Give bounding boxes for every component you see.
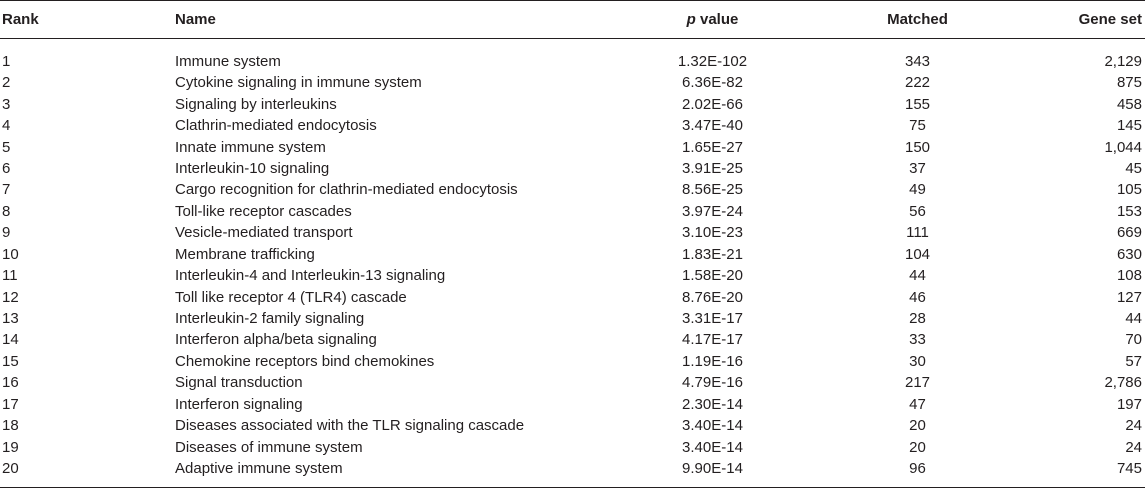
cell-name: Toll like receptor 4 (TLR4) cascade (175, 288, 407, 306)
cell-matched: 222 (904, 74, 931, 92)
table-row (0, 436, 1145, 457)
cell-gene-set: 45 (1125, 159, 1142, 177)
cell-matched: 28 (909, 310, 926, 328)
cell-rank: 10 (2, 245, 19, 263)
table-row (0, 136, 1145, 157)
cell-p-value: 8.76E-20 (682, 288, 743, 306)
cell-p-value: 1.65E-27 (682, 138, 743, 156)
cell-matched: 75 (909, 117, 926, 135)
cell-p-value: 3.40E-14 (682, 417, 743, 435)
table-row (0, 415, 1145, 436)
cell-rank: 19 (2, 438, 19, 456)
cell-p-value: 1.58E-20 (682, 267, 743, 285)
table-row (0, 329, 1145, 350)
cell-name: Membrane trafficking (175, 245, 315, 263)
cell-gene-set: 145 (1116, 117, 1142, 135)
cell-rank: 1 (2, 53, 11, 70)
cell-rank: 5 (2, 138, 11, 156)
cell-rank: 13 (2, 310, 19, 328)
header-p-rest: value (695, 11, 739, 28)
cell-matched: 47 (909, 395, 926, 413)
cell-rank: 14 (2, 331, 19, 349)
table-row (0, 458, 1145, 488)
cell-gene-set: 458 (1116, 95, 1142, 113)
cell-matched: 217 (904, 374, 931, 392)
cell-matched: 20 (909, 417, 926, 435)
cell-p-value: 6.36E-82 (682, 74, 743, 92)
cell-rank: 15 (2, 352, 19, 370)
cell-name: Interferon signaling (175, 395, 303, 413)
table-row (0, 372, 1145, 393)
cell-gene-set: 24 (1125, 417, 1142, 435)
header-name: Name (175, 11, 216, 28)
table-row (0, 222, 1145, 243)
cell-matched: 111 (906, 224, 929, 242)
cell-rank: 17 (2, 395, 19, 413)
cell-rank: 3 (2, 95, 11, 113)
cell-rank: 7 (2, 181, 11, 199)
cell-gene-set: 2,129 (1104, 53, 1142, 70)
cell-gene-set: 745 (1116, 459, 1142, 477)
cell-matched: 44 (909, 267, 926, 285)
table-row (0, 93, 1145, 114)
cell-gene-set: 105 (1116, 181, 1142, 199)
cell-gene-set: 24 (1125, 438, 1142, 456)
cell-matched: 37 (909, 159, 926, 177)
cell-p-value: 3.10E-23 (682, 224, 743, 242)
table-row (0, 72, 1145, 93)
cell-gene-set: 875 (1116, 74, 1142, 92)
cell-name: Clathrin-mediated endocytosis (175, 117, 377, 135)
table-row (0, 201, 1145, 222)
cell-name: Cargo recognition for clathrin-mediated endocytosis (175, 181, 518, 199)
cell-gene-set: 669 (1116, 224, 1142, 242)
cell-matched: 150 (904, 138, 931, 156)
header-p-value (605, 1, 820, 39)
table-row (0, 351, 1145, 372)
cell-name: Interleukin-4 and Interleukin-13 signaling (175, 267, 446, 285)
table-row (0, 115, 1145, 136)
cell-matched: 104 (904, 245, 931, 263)
header-p-letter: p (686, 11, 696, 28)
cell-name: Signaling by interleukins (175, 95, 337, 113)
cell-name: Interleukin-2 family signaling (175, 310, 365, 328)
cell-name: Adaptive immune system (175, 459, 343, 477)
cell-name: Chemokine receptors bind chemokines (175, 352, 435, 370)
cell-p-value: 3.31E-17 (682, 310, 743, 328)
cell-matched: 30 (909, 352, 926, 370)
cell-p-value: 3.40E-14 (682, 438, 743, 456)
table-row (0, 39, 1145, 73)
cell-p-value: 1.32E-102 (677, 53, 748, 70)
cell-p-value: 3.91E-25 (682, 159, 743, 177)
cell-gene-set: 127 (1116, 288, 1142, 306)
cell-matched: 33 (909, 331, 926, 349)
cell-gene-set: 1,044 (1104, 138, 1142, 156)
table-row (0, 265, 1145, 286)
cell-gene-set: 630 (1116, 245, 1142, 263)
cell-matched: 20 (909, 438, 926, 456)
cell-p-value: 4.17E-17 (682, 331, 743, 349)
table-row (0, 394, 1145, 415)
cell-p-value: 1.83E-21 (682, 245, 743, 263)
cell-gene-set: 44 (1125, 310, 1142, 328)
table-row (0, 158, 1145, 179)
cell-p-value: 2.02E-66 (682, 95, 743, 113)
cell-rank: 11 (2, 267, 18, 285)
cell-name: Cytokine signaling in immune system (175, 74, 422, 92)
cell-name: Signal transduction (175, 374, 303, 392)
cell-name: Immune system (175, 53, 281, 70)
cell-p-value: 3.47E-40 (682, 117, 743, 135)
cell-p-value: 4.79E-16 (682, 374, 743, 392)
cell-matched: 56 (909, 202, 926, 220)
cell-matched: 155 (904, 95, 931, 113)
cell-gene-set: 57 (1125, 352, 1142, 370)
cell-name: Vesicle-mediated transport (175, 224, 353, 242)
cell-matched: 343 (904, 53, 931, 70)
header-matched: Matched (887, 11, 948, 28)
cell-rank: 20 (2, 459, 19, 477)
table-row (0, 244, 1145, 265)
cell-rank: 16 (2, 374, 19, 392)
cell-gene-set: 153 (1116, 202, 1142, 220)
cell-name: Interleukin-10 signaling (175, 159, 330, 177)
cell-gene-set: 197 (1116, 395, 1142, 413)
table-header (0, 1, 1145, 39)
cell-matched: 49 (909, 181, 926, 199)
cell-gene-set: 70 (1125, 331, 1142, 349)
cell-rank: 4 (2, 117, 11, 135)
cell-rank: 9 (2, 224, 11, 242)
cell-p-value: 2.30E-14 (682, 395, 743, 413)
cell-p-value: 3.97E-24 (682, 202, 743, 220)
cell-name: Innate immune system (175, 138, 326, 156)
cell-gene-set: 108 (1116, 267, 1142, 285)
cell-p-value: 1.19E-16 (682, 352, 743, 370)
table-row (0, 308, 1145, 329)
cell-name: Toll-like receptor cascades (175, 202, 352, 220)
cell-name: Interferon alpha/beta signaling (175, 331, 377, 349)
cell-rank: 18 (2, 417, 19, 435)
cell-rank: 8 (2, 202, 11, 220)
cell-rank: 6 (2, 159, 11, 177)
cell-rank: 12 (2, 288, 19, 306)
table-body (0, 39, 1145, 488)
header-gene-set: Gene set (1078, 11, 1142, 28)
cell-matched: 96 (909, 459, 926, 477)
cell-name: Diseases of immune system (175, 438, 363, 456)
cell-matched: 46 (909, 288, 926, 306)
cell-p-value: 8.56E-25 (682, 181, 743, 199)
table-row (0, 179, 1145, 200)
cell-p-value: 9.90E-14 (682, 459, 743, 477)
cell-rank: 2 (2, 74, 11, 92)
cell-gene-set: 2,786 (1104, 374, 1142, 392)
table-row (0, 286, 1145, 307)
header-rank: Rank (2, 11, 39, 28)
cell-name: Diseases associated with the TLR signaling cascade (175, 417, 525, 435)
header-row (0, 1, 1145, 39)
